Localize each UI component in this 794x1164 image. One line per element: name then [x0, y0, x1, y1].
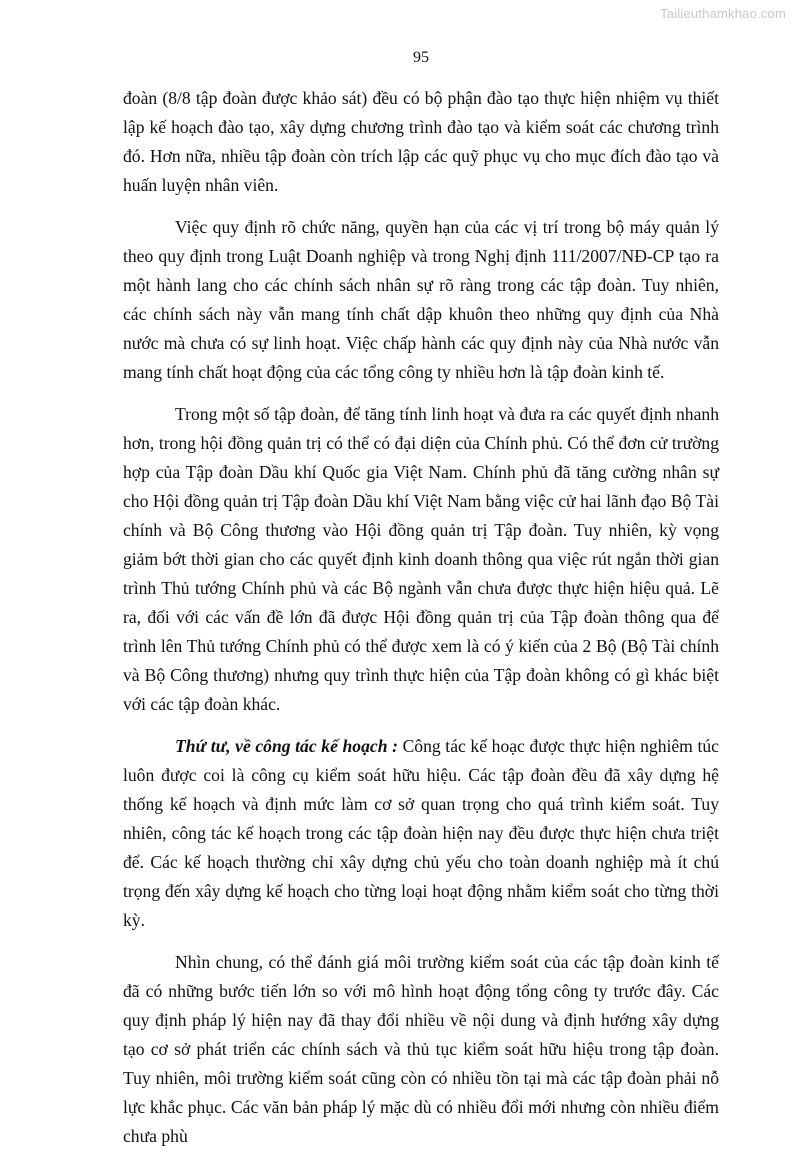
- paragraph-text: đoàn (8/8 tập đoàn được khảo sát) đều có bộ phận đào tạo thực hiện nhiệm vụ thiết lập kế hoạch đào tạo, xây dựng chương trình đào tạo và kiểm soát các chương trình đó. Hơn nữa, nhiều tập đoàn còn trích lập các quỹ phục vụ cho mục đích đào tạo và huấn luyện nhân viên.: [123, 88, 719, 195]
- paragraph-summary: [123, 948, 719, 1151]
- paragraph-text: Nhìn chung, có thể đánh giá môi trường kiểm soát của các tập đoàn kinh tế đã có những bước tiến lớn so với mô hình hoạt động tổng công ty trước đây. Các quy định pháp lý hiện nay đã thay đổi nhiều về nội dung và định hướng xây dựng tạo cơ sở phát triển các chính sách và thủ tục kiểm soát hữu hiệu trong tập đoàn. Tuy nhiên, môi trường kiểm soát cũng còn có nhiều tồn tại mà các tập đoàn phải nỗ lực khắc phục. Các văn bản pháp lý mặc dù có nhiều đổi mới nhưng còn nhiều điểm chưa phù: [123, 952, 719, 1146]
- paragraph-personnel-policy: [123, 213, 719, 387]
- page-number: 95: [413, 49, 429, 66]
- paragraph-text: Công tác kế hoạc được thực hiện nghiêm túc luôn được coi là công cụ kiểm soát hữu hiệu. Các tập đoàn đều đã xây dựng hệ thống kế hoạch và định mức làm cơ sở quan trọng cho quá trình kiểm soát. Tuy nhiên, công tác kế hoạch trong các tập đoàn hiện nay đều được thực hiện chưa triệt để. Các kế hoạch thường chỉ xây dựng chủ yếu cho toàn doanh nghiệp mà ít chú trọng đến xây dựng kế hoạch cho từng loại hoạt động nhằm kiểm soát cho từng thời kỳ.: [123, 736, 719, 930]
- paragraph-continuation: [123, 84, 719, 200]
- document-body: [123, 84, 719, 1164]
- paragraph-text: Việc quy định rõ chức năng, quyền hạn của các vị trí trong bộ máy quản lý theo quy định trong Luật Doanh nghiệp và trong Nghị định 111/2007/NĐ-CP tạo ra một hành lang cho các chính sách nhân sự rõ ràng trong các tập đoàn. Tuy nhiên, các chính sách này vẫn mang tính chất dập khuôn theo những quy định của Nhà nước mà chưa có sự linh hoạt. Việc chấp hành các quy định này của Nhà nước vẫn mang tính chất hoạt động của các tổng công ty nhiều hơn là tập đoàn kinh tế.: [123, 217, 719, 382]
- paragraph-text: Trong một số tập đoàn, để tăng tính linh hoạt và đưa ra các quyết định nhanh hơn, trong hội đồng quản trị có thể có đại diện của Chính phủ. Có thể đơn cử trường hợp của Tập đoàn Dầu khí Quốc gia Việt Nam. Chính phủ đã tăng cường nhân sự cho Hội đồng quản trị Tập đoàn Dầu khí Việt Nam bằng việc cử hai lãnh đạo Bộ Tài chính và Bộ Công thương vào Hội đồng quản trị Tập đoàn. Tuy nhiên, kỳ vọng giảm bớt thời gian cho các quyết định kinh doanh thông qua việc rút ngắn thời gian trình Thủ tướng Chính phủ và các Bộ ngành vẫn chưa được thực hiện hiệu quả. Lẽ ra, đối với các vấn đề lớn đã được Hội đồng quản trị của Tập đoàn thông qua để trình lên Thủ tướng Chính phủ có thể được xem là có ý kiến của 2 Bộ (Bộ Tài chính và Bộ Công thương) nhưng quy trình thực hiện của Tập đoàn không có gì khác biệt với các tập đoàn khác.: [123, 404, 719, 714]
- paragraph-lead-heading: Thứ tư, về công tác kế hoạch :: [175, 736, 398, 756]
- paragraph-planning: [123, 732, 719, 935]
- watermark: Tailieuthamkhao.com: [660, 6, 786, 21]
- paragraph-government-representation: [123, 400, 719, 719]
